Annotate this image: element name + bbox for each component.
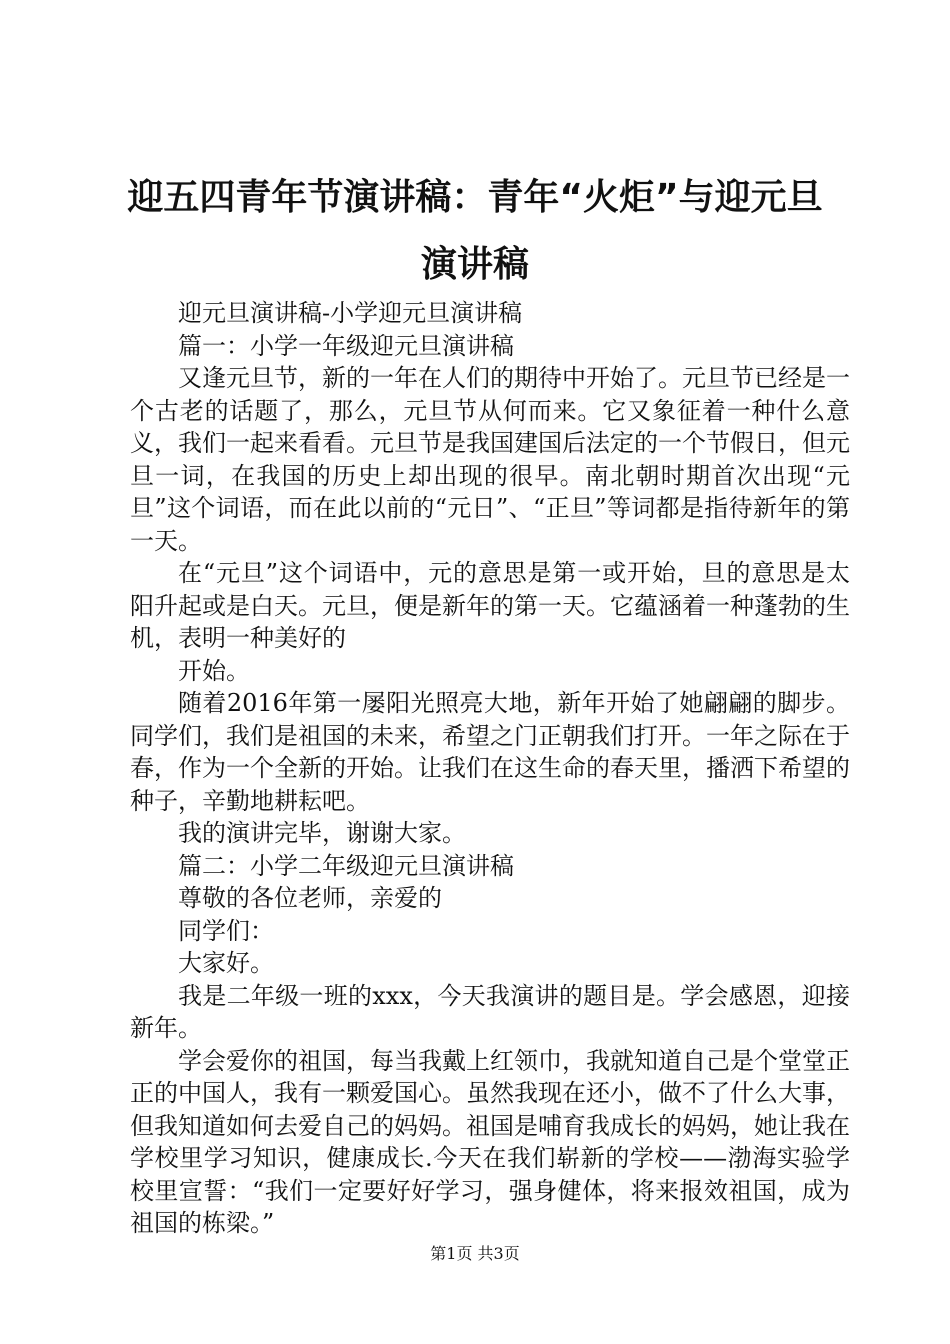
paragraph: 学会爱你的祖国，每当我戴上红领巾，我就知道自己是个堂堂正正的中国人，我有一颗爱国心。虽然我现在还小，做不了什么大事，但我知道如何去爱自己的妈妈。祖国是哺育我成长的妈妈，她让我在学校里学习知识，健康成长.今天在我们崭新的学校——渤海实验学校里宣誓：“我们一定要好好学习，强身健体，将来报效祖国，成为祖国的栋梁。” <box>130 1046 850 1237</box>
paragraph-salutation: 同学们： <box>178 916 274 945</box>
paragraph-subtitle: 迎元旦演讲稿-小学迎元旦演讲稿 <box>178 299 523 327</box>
paragraph-section-heading-1: 篇一：小学一年级迎元旦演讲稿 <box>178 331 514 360</box>
paragraph-greeting: 大家好。 <box>178 949 274 977</box>
paragraph-section-heading-2: 篇二：小学二年级迎元旦演讲稿 <box>178 851 514 880</box>
document-body <box>130 297 850 1240</box>
paragraph: 我的演讲完毕，谢谢大家。 <box>178 819 466 847</box>
document-title-line-2: 演讲稿 <box>420 244 529 285</box>
page-footer: 第1页 共3页 <box>430 1244 520 1263</box>
paragraph: 开始。 <box>178 656 250 685</box>
paragraph: 在“元旦”这个词语中，元的意思是第一或开始，旦的意思是太阳升起或是白天。元旦，便是新年的第一天。它蕴涵着一种蓬勃的生机，表明一种美好的 <box>130 559 850 652</box>
document-title-line-1: 迎五四青年节演讲稿：青年“火炬”与迎元旦 <box>127 177 823 218</box>
paragraph: 我是二年级一班的xxx，今天我演讲的题目是。学会感恩，迎接新年。 <box>130 981 850 1042</box>
paragraph-salutation: 尊敬的各位老师，亲爱的 <box>178 884 442 912</box>
paragraph: 随着2016年第一屡阳光照亮大地，新年开始了她翩翩的脚步。同学们，我们是祖国的未来，希望之门正朝我们打开。一年之际在于春，作为一个全新的开始。让我们在这生命的春天里，播洒下希望的种子，辛勤地耕耘吧。 <box>130 689 850 815</box>
paragraph: 又逢元旦节，新的一年在人们的期待中开始了。元旦节已经是一个古老的话题了，那么，元旦节从何而来。它又象征着一种什么意义，我们一起来看看。元旦节是我国建国后法定的一个节假日，但元旦一词，在我国的历史上却出现的很早。南北朝时期首次出现“元旦”这个词语，而在此以前的“元日”、“正旦”等词都是指待新年的第一天。 <box>130 364 850 555</box>
